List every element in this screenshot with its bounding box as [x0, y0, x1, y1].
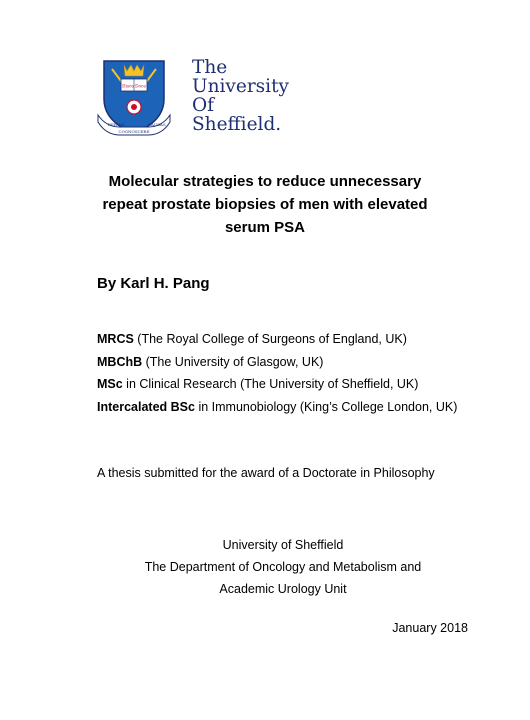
title-line-3: serum PSA	[224, 219, 306, 236]
qualification-item	[97, 328, 457, 351]
thesis-title	[60, 170, 470, 239]
crest-scroll-text-3: CAUSAS	[148, 122, 166, 127]
qualification-detail: (The Royal College of Surgeons of England, UK)	[133, 332, 407, 346]
university-wordmark	[192, 58, 289, 134]
wordmark-line-4: Sheffield.	[192, 114, 282, 135]
crest-scroll-text-1: RERUM	[108, 122, 125, 127]
qualification-degree: MRCS	[97, 332, 134, 346]
title-line-2: repeat prostate biopsies of men with elevated	[102, 196, 428, 213]
university-crest-icon	[96, 55, 172, 139]
qualification-detail: in Immunobiology (King’s College London, UK)	[194, 399, 458, 414]
qualification-item	[97, 396, 457, 419]
thesis-statement: A thesis submitted for the award of a Doctorate in Philosophy	[97, 466, 435, 480]
qualification-degree: MSc	[97, 377, 123, 391]
qualification-detail: (The University of Glasgow, UK)	[142, 354, 324, 369]
affiliation-line-2: The Department of Oncology and Metabolism and	[144, 560, 422, 574]
qualification-item	[97, 351, 457, 374]
author-name: By Karl H. Pang	[97, 275, 210, 292]
qualification-item	[97, 373, 457, 396]
crest-scroll-text-2: COGNOSCERE	[118, 129, 150, 134]
qualification-detail: in Clinical Research (The University of Sheffield, UK)	[122, 377, 419, 391]
qualification-degree: Intercalated BSc	[97, 399, 195, 414]
affiliation-line-1: University of Sheffield	[222, 538, 344, 552]
qualifications-list	[97, 328, 457, 418]
affiliation-line-3: Academic Urology Unit	[219, 582, 347, 596]
crest-book-text: Disce Doce	[122, 83, 146, 89]
title-line-1: Molecular strategies to reduce unnecessary	[108, 173, 422, 190]
wordmark-line-2: University	[192, 76, 289, 97]
submission-date: January 2018	[392, 621, 468, 635]
wordmark-line-1: The	[192, 57, 228, 78]
wordmark-line-3: Of	[192, 95, 215, 116]
qualification-degree: MBChB	[97, 354, 143, 369]
affiliation	[98, 534, 468, 600]
university-logo	[96, 55, 296, 140]
